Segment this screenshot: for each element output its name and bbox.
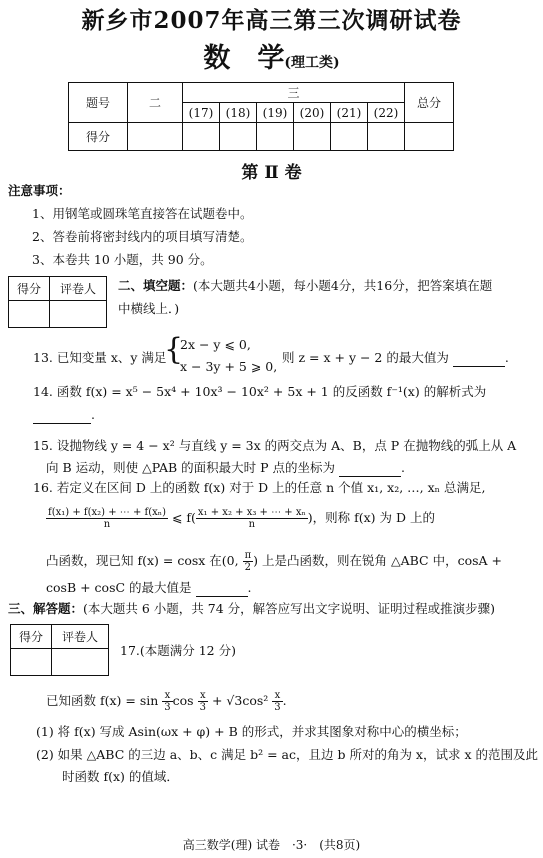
grader-box-3 (10, 624, 109, 676)
score-input-18[interactable] (220, 123, 257, 151)
answer-blank-13[interactable] (453, 349, 505, 367)
score-input-total[interactable] (405, 123, 454, 151)
q17-cos: cos (172, 693, 194, 708)
q16-stem-4 (46, 579, 252, 597)
section3-line (8, 600, 495, 617)
score-input-2[interactable] (128, 123, 183, 151)
volume-title: 第 Ⅱ 卷 (241, 163, 302, 183)
q16-frac-right (196, 507, 308, 530)
x-over-3 (272, 690, 282, 713)
q13-stem: 13. 已知变量 x、y 满足 (33, 350, 167, 365)
answer-blank-14[interactable] (33, 406, 91, 424)
score-table (68, 82, 454, 151)
exam-subject (0, 36, 543, 75)
answer-blank-15[interactable] (339, 459, 401, 477)
q13-text: 则 z = x + y − 2 的最大值为 (282, 350, 449, 365)
col-22: (22) (368, 103, 405, 123)
section2-desc2: 中横线上．) (118, 301, 180, 316)
q16-inequality (46, 506, 435, 530)
section2-desc: (本大题共4小题，每小题4分，共16分，把答案填在题 (193, 278, 493, 293)
grader-box-2 (8, 276, 107, 328)
answer-blank-16[interactable] (196, 579, 248, 597)
q13-constraint-1: 2x − y ⩽ 0, (180, 337, 251, 352)
score-input-21[interactable] (331, 123, 368, 151)
grader-score-label: 得分 (11, 625, 52, 649)
frac-denominator: 2 (244, 562, 252, 573)
frac-numerator: x (272, 690, 282, 702)
section3-desc: (本大题共 6 小题，共 74 分，解答应写出文字说明、证明过程或推演步骤) (83, 601, 496, 616)
frac-numerator: x₁ + x₂ + x₃ + ⋯ + xₙ (197, 507, 306, 518)
page-footer: 高三数学(理) 试卷 ·3· (共8页) (182, 838, 361, 852)
q15-text: 向 B 运动，则使 △PAB 的面积最大时 P 点的坐标为 (46, 460, 336, 475)
subject-category: (理工类) (284, 55, 340, 71)
section2-heading: 二、填空题： (118, 278, 194, 293)
score-input-19[interactable] (257, 123, 294, 151)
cell-tihao: 题号 (69, 83, 128, 123)
score-input-22[interactable] (368, 123, 405, 151)
notes-heading: 注意事项： (8, 183, 71, 198)
q14-answer-line (33, 406, 95, 424)
x-over-3 (198, 690, 208, 713)
section2-line1 (118, 277, 492, 294)
col-20: (20) (294, 103, 331, 123)
frac-numerator: π (244, 550, 252, 561)
score-input-17[interactable] (183, 123, 220, 151)
q13-question (282, 349, 509, 367)
subject-name: 数 学 (203, 43, 285, 74)
note-item: 1、用钢笔或圆珠笔直接答在试题卷中。 (32, 206, 253, 221)
q17-given (46, 688, 287, 714)
system-brace: { (164, 332, 184, 367)
cell-defen: 得分 (69, 123, 128, 151)
q17-title: 17.(本题满分 12 分) (120, 643, 236, 658)
cell-total: 总分 (405, 83, 454, 123)
q17-part2b: 时函数 f(x) 的值域． (62, 769, 179, 784)
q17-part2a: (2) 如果 △ABC 的三边 a、b、c 满足 b² = ac，且边 b 所对的角为 x，试求 x 的范围及此 (36, 747, 538, 762)
frac-numerator: f(x₁) + f(x₂) + ⋯ + f(xₙ) (48, 507, 166, 518)
q16-text-3b: ) 上是凸函数，则在锐角 △ABC 中，cosA + (253, 553, 502, 568)
q17-given-pre: 已知函数 f(x) = sin (46, 693, 159, 708)
q14-end: . (91, 407, 95, 422)
col-21: (21) (331, 103, 368, 123)
x-over-3 (162, 690, 172, 713)
frac-numerator: x (198, 690, 208, 702)
q17-part1: (1) 将 f(x) 写成 Asin(ωx + φ) + B 的形式，并求其图象对称中心的横坐标； (36, 724, 467, 739)
frac-denominator: 3 (164, 702, 171, 713)
grader-name-label: 评卷人 (50, 277, 107, 301)
frac-denominator: n (248, 519, 256, 530)
grader-score-field[interactable] (9, 301, 50, 328)
section3-heading: 三、解答题： (8, 601, 84, 616)
q16-end: . (247, 580, 252, 595)
note-item: 3、本卷共 10 小题，共 90 分。 (32, 252, 213, 267)
q16-text-3a: 凸函数，现已知 f(x) = cosx 在(0, (46, 553, 239, 568)
q15-stem-1: 15. 设抛物线 y = 4 − x² 与直线 y = 3x 的两交点为 A、B，点 P 在抛物线的弧上从 A (33, 438, 517, 453)
frac-numerator: x (162, 690, 172, 702)
q16-text-4: cosB + cosC 的最大值是 (46, 580, 192, 595)
grader-score-field[interactable] (11, 649, 52, 676)
q17-plus-sqrt: + √3cos² (211, 693, 269, 708)
score-input-20[interactable] (294, 123, 331, 151)
q14-stem: 14. 函数 f(x) = x⁵ − 5x⁴ + 10x³ − 10x² + 5x + 1 的反函数 f⁻¹(x) 的解析式为 (33, 384, 487, 399)
q13-end: . (504, 350, 509, 365)
cell-part-3: 三 (183, 83, 405, 103)
q16-stem-1: 16. 若定义在区间 D 上的函数 f(x) 对于 D 上的任意 n 个值 x₁, x₂, …, xₙ 总满足, (33, 480, 486, 495)
q16-leq-f: ⩽ f( (171, 510, 196, 525)
col-18: (18) (220, 103, 257, 123)
q16-frac-left (46, 507, 168, 530)
cell-part-2: 二 (128, 83, 183, 123)
col-17: (17) (183, 103, 220, 123)
col-19: (19) (257, 103, 294, 123)
q16-tail: )，则称 f(x) 为 D 上的 (307, 510, 436, 525)
frac-denominator: n (103, 519, 111, 530)
q15-stem-2 (46, 459, 405, 477)
q13-constraint-2: x − 3y + 5 ⩾ 0, (180, 359, 278, 374)
grader-name-field[interactable] (52, 649, 109, 676)
q17-end: . (282, 693, 287, 708)
grader-name-field[interactable] (50, 301, 107, 328)
note-item: 2、答卷前将密封线内的项目填写清楚。 (32, 229, 253, 244)
grader-name-label: 评卷人 (52, 625, 109, 649)
pi-over-2 (243, 550, 254, 573)
q16-stem-3 (46, 548, 502, 574)
frac-denominator: 3 (274, 702, 281, 713)
exam-title: 新乡市2007年高三第三次调研试卷 (81, 7, 462, 34)
q15-end: . (401, 460, 405, 475)
frac-denominator: 3 (199, 702, 206, 713)
grader-score-label: 得分 (9, 277, 50, 301)
